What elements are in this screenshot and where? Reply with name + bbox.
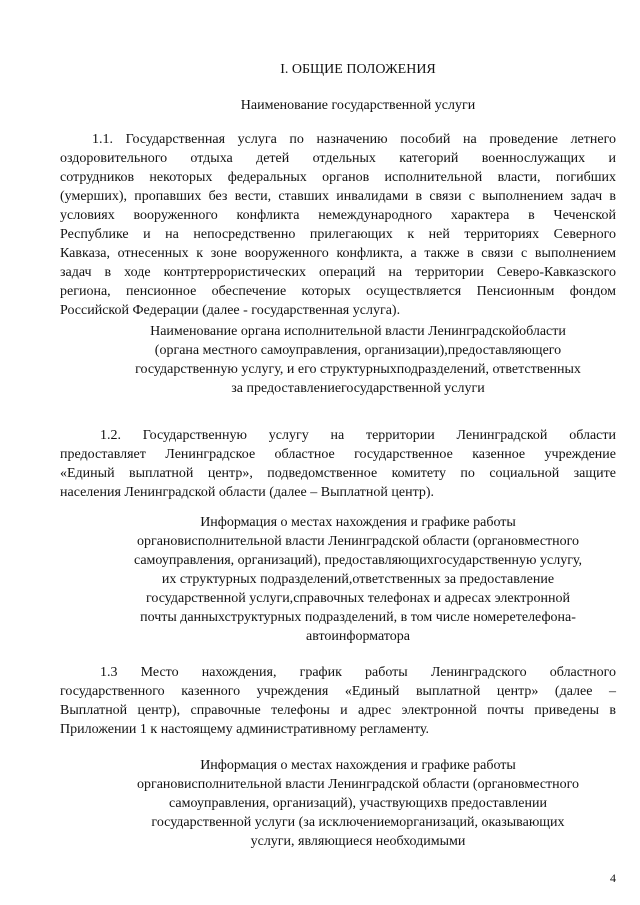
heading-service-name: Наименование государственной услуги bbox=[240, 98, 476, 113]
text-line: местного самоуправления, организаций), предоставляющих bbox=[133, 534, 580, 568]
text-line: Республике и на непосредственно прилегающих к ней территориях Северного bbox=[60, 227, 616, 242]
text-line: структурных подразделений, в том числе номере bbox=[224, 610, 516, 625]
heading-participating-orgs bbox=[130, 756, 586, 851]
text-line: государственной услуги bbox=[341, 381, 485, 396]
heading-location-info bbox=[130, 513, 586, 646]
text-line: Кавказа, отнесенных к зоне вооруженного конфликта, а также в связи с выполнением bbox=[60, 246, 616, 261]
text-line: предоставляющего государственную услугу, и его структурных bbox=[135, 343, 562, 377]
text-line: области (органа местного самоуправления, организации), bbox=[154, 324, 566, 358]
paragraph-1-3 bbox=[60, 663, 616, 739]
text-line: Российской Федерации (далее - государственная услуга). bbox=[60, 303, 401, 318]
text-line: 1.3 Место нахождения, график работы Ленинградского областного bbox=[100, 665, 616, 680]
text-line: исполнительной власти Ленинградской области (органов bbox=[184, 777, 525, 792]
paragraph-1-1 bbox=[60, 130, 616, 320]
text-line: (умерших), пропавших без вести, ставших инвалидами в связи с выполнением задач в bbox=[60, 189, 616, 204]
text-line: условиях вооруженного конфликта немеждународного характера в Чеченской bbox=[60, 208, 616, 223]
text-line: Приложении 1 к настоящему административному регламенту. bbox=[60, 722, 429, 737]
text-line: государственного казенного учреждения «Единый выплатной центр» (далее – bbox=[60, 684, 616, 699]
text-line: телефона-автоинформатора bbox=[305, 610, 576, 644]
page-number: 4 bbox=[610, 871, 616, 885]
text-line: сотрудников некоторых федеральных органов исполнительной власти, погибших bbox=[60, 170, 616, 185]
text-line: Выплатной центр), справочные телефоны и адрес электронной почты приведены в bbox=[60, 703, 616, 718]
text-line: населения Ленинградской области (далее – Выплатной центр). bbox=[60, 485, 435, 500]
text-line: Наименование органа исполнительной власти Ленинградской bbox=[150, 324, 520, 339]
heading-authority bbox=[130, 322, 586, 398]
text-line: организаций, оказывающих услуги, являющиеся необходимыми bbox=[250, 815, 565, 849]
text-line: 1.2. Государственную услугу на территории Ленинградской области bbox=[100, 428, 616, 443]
text-line: оздоровительного отдыха детей отдельных категорий военнослужащих и bbox=[60, 151, 616, 166]
text-line: региона, пенсионное обеспечение которых осуществляется Пенсионным фондом bbox=[60, 284, 616, 299]
text-line: задач в ходе контртеррористических операций на территории Северо-Кавказского bbox=[60, 265, 616, 280]
text-line: государственную услугу, их структурных подразделений, bbox=[161, 553, 583, 587]
text-line: местного самоуправления, организаций), участвующих bbox=[169, 777, 580, 811]
text-line: Информация о местах нахождения и графике работы органов bbox=[136, 758, 516, 792]
text-line: подразделений, ответственных за предоставление bbox=[231, 362, 581, 396]
text-line: 1.1. Государственная услуга по назначению пособий на проведение летнего bbox=[92, 132, 616, 147]
text-line: «Единый выплатной центр», подведомственное комитету по социальной защите bbox=[60, 466, 616, 481]
paragraph-1-2 bbox=[60, 426, 616, 502]
text-line: справочных телефонах и адресах электронной почты данных bbox=[140, 591, 571, 625]
text-line: Информация о местах нахождения и графике работы органов bbox=[136, 515, 516, 549]
section-title: I. ОБЩИЕ ПОЛОЖЕНИЯ bbox=[280, 62, 436, 77]
text-line: ответственных за предоставление государственной услуги, bbox=[145, 572, 555, 606]
text-line: исполнительной власти Ленинградской области (органов bbox=[184, 534, 525, 549]
text-line: предоставляет Ленинградское областное государственное казенное учреждение bbox=[60, 447, 616, 462]
text-line: в предоставлении государственной услуги (за исключением bbox=[151, 796, 547, 830]
